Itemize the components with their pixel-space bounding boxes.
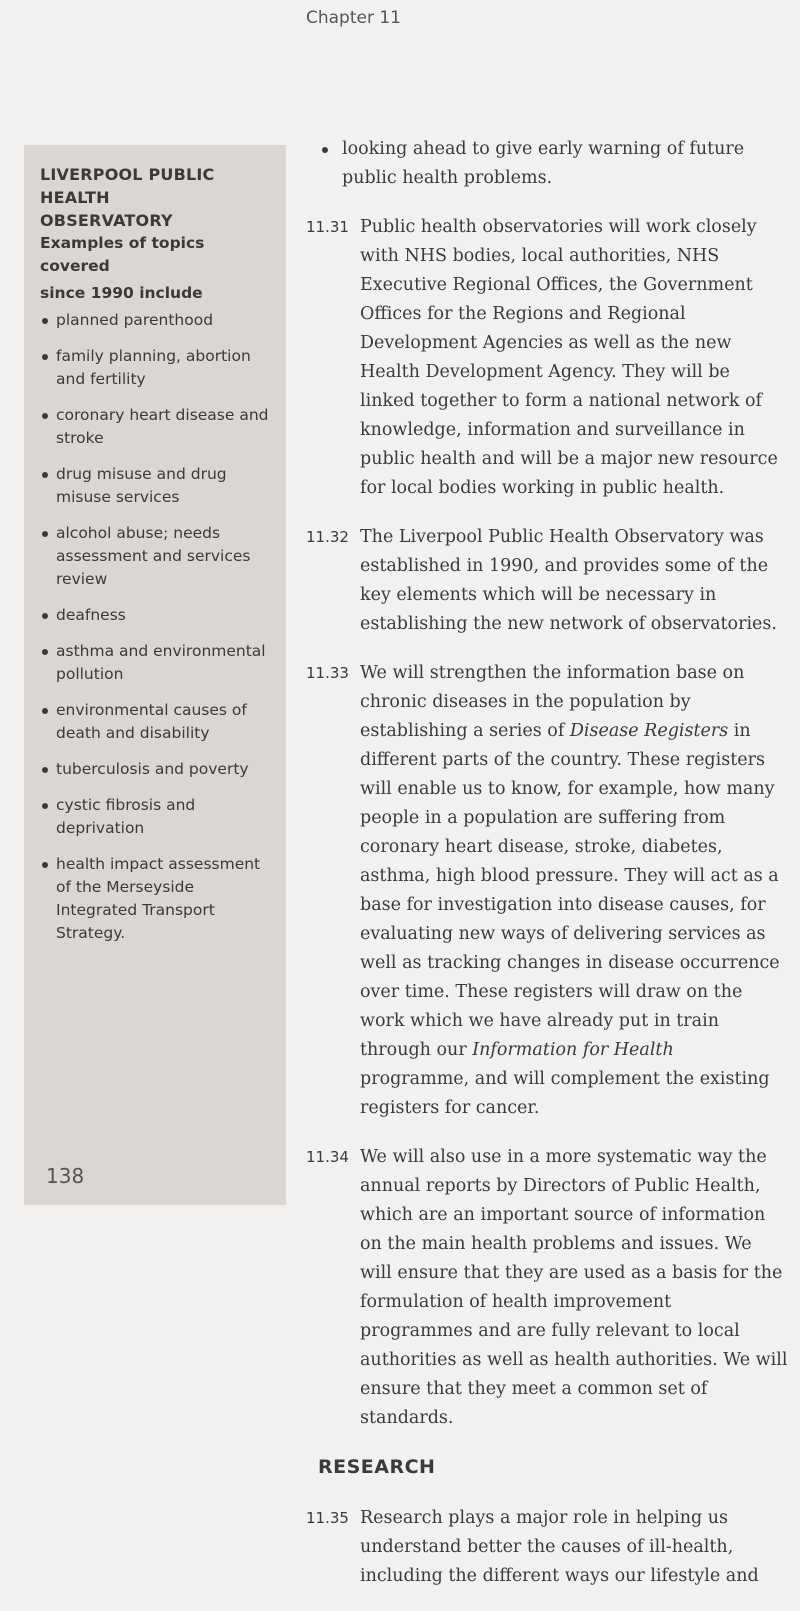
paragraph-11-35 — [306, 1504, 788, 1591]
sidebar-topic-list — [40, 309, 276, 945]
paragraph-number: 11.34 — [306, 1148, 349, 1166]
bullet-paragraph: looking ahead to give early warning of future public health problems. — [318, 135, 788, 193]
list-item: coronary heart disease and stroke — [40, 404, 276, 450]
sidebar-title-line2: OBSERVATORY — [40, 211, 173, 230]
chapter-header: Chapter 11 — [306, 8, 402, 28]
list-item: deafness — [40, 604, 276, 627]
paragraph-11-32 — [306, 523, 788, 639]
paragraph-text-a: We will strengthen the information base on chronic diseases in the population by establishing a series of — [360, 663, 745, 741]
paragraph-number: 11.35 — [306, 1509, 349, 1527]
paragraph-text: Public health observatories will work closely with NHS bodies, local authorities, NHS Executive Regional Offices, the Government Offices for the Regions and Regional Development Agencies as well as the new Health Development Agency. They will be linked together to form a national network of knowledge, information and surveillance in public health and will be a major new resource for local bodies working in public health. — [360, 217, 778, 498]
paragraph-11-34 — [306, 1143, 788, 1433]
paragraph-number: 11.32 — [306, 528, 349, 546]
page-number: 138 — [46, 1164, 85, 1188]
main-text — [306, 135, 788, 1611]
list-item: drug misuse and drug misuse services — [40, 463, 276, 509]
list-item: asthma and environmental pollution — [40, 640, 276, 686]
paragraph-number: 11.33 — [306, 664, 349, 682]
sidebar-title-line1: LIVERPOOL PUBLIC HEALTH — [40, 165, 215, 207]
list-item: alcohol abuse; needs assessment and services review — [40, 522, 276, 591]
sidebar-subtitle-line2: since 1990 include — [40, 284, 203, 302]
sidebar-subtitle-line1: Examples of topics covered — [40, 234, 205, 275]
section-heading-research: RESEARCH — [318, 1456, 436, 1478]
sidebar-box — [40, 163, 276, 958]
paragraph-text-c: programme, and will complement the existing registers for cancer. — [360, 1069, 770, 1118]
list-item: planned parenthood — [40, 309, 276, 332]
paragraph-text: Research plays a major role in helping us understand better the causes of ill-health, including the different ways our lifestyle and — [360, 1508, 759, 1586]
list-item: tuberculosis and poverty — [40, 758, 276, 781]
list-item: cystic fibrosis and deprivation — [40, 794, 276, 840]
paragraph-text: We will also use in a more systematic way the annual reports by Directors of Public Health, which are an important source of information on the main health problems and issues. We will ensure that they are used as a basis for the formulation of health improvement programmes and are fully relevant to local authorities as well as health authorities. We will ensure that they meet a common set of standards. — [360, 1147, 788, 1428]
paragraph-11-31 — [306, 213, 788, 503]
list-item: environmental causes of death and disability — [40, 699, 276, 745]
paragraph-number: 11.31 — [306, 218, 349, 236]
italic-information-for-health: Information for Health — [472, 1040, 674, 1060]
paragraph-text: The Liverpool Public Health Observatory was established in 1990, and provides some of the key elements which will be necessary in establishing the new network of observatories. — [360, 527, 777, 634]
list-item: family planning, abortion and fertility — [40, 345, 276, 391]
italic-disease-registers: Disease Registers — [569, 721, 729, 741]
list-item: health impact assessment of the Merseyside Integrated Transport Strategy. — [40, 853, 276, 945]
paragraph-text-b: in different parts of the country. These registers will enable us to know, for example, how many people in a population are suffering from coronary heart disease, stroke, diabetes, asthma, high blood pressure. They will act as a base for investigation into disease causes, for evaluating new ways of delivering services as well as tracking changes in disease occurrence over time. These registers will draw on the work which we have already put in train through our — [360, 721, 780, 1060]
paragraph-11-33 — [306, 659, 788, 1123]
